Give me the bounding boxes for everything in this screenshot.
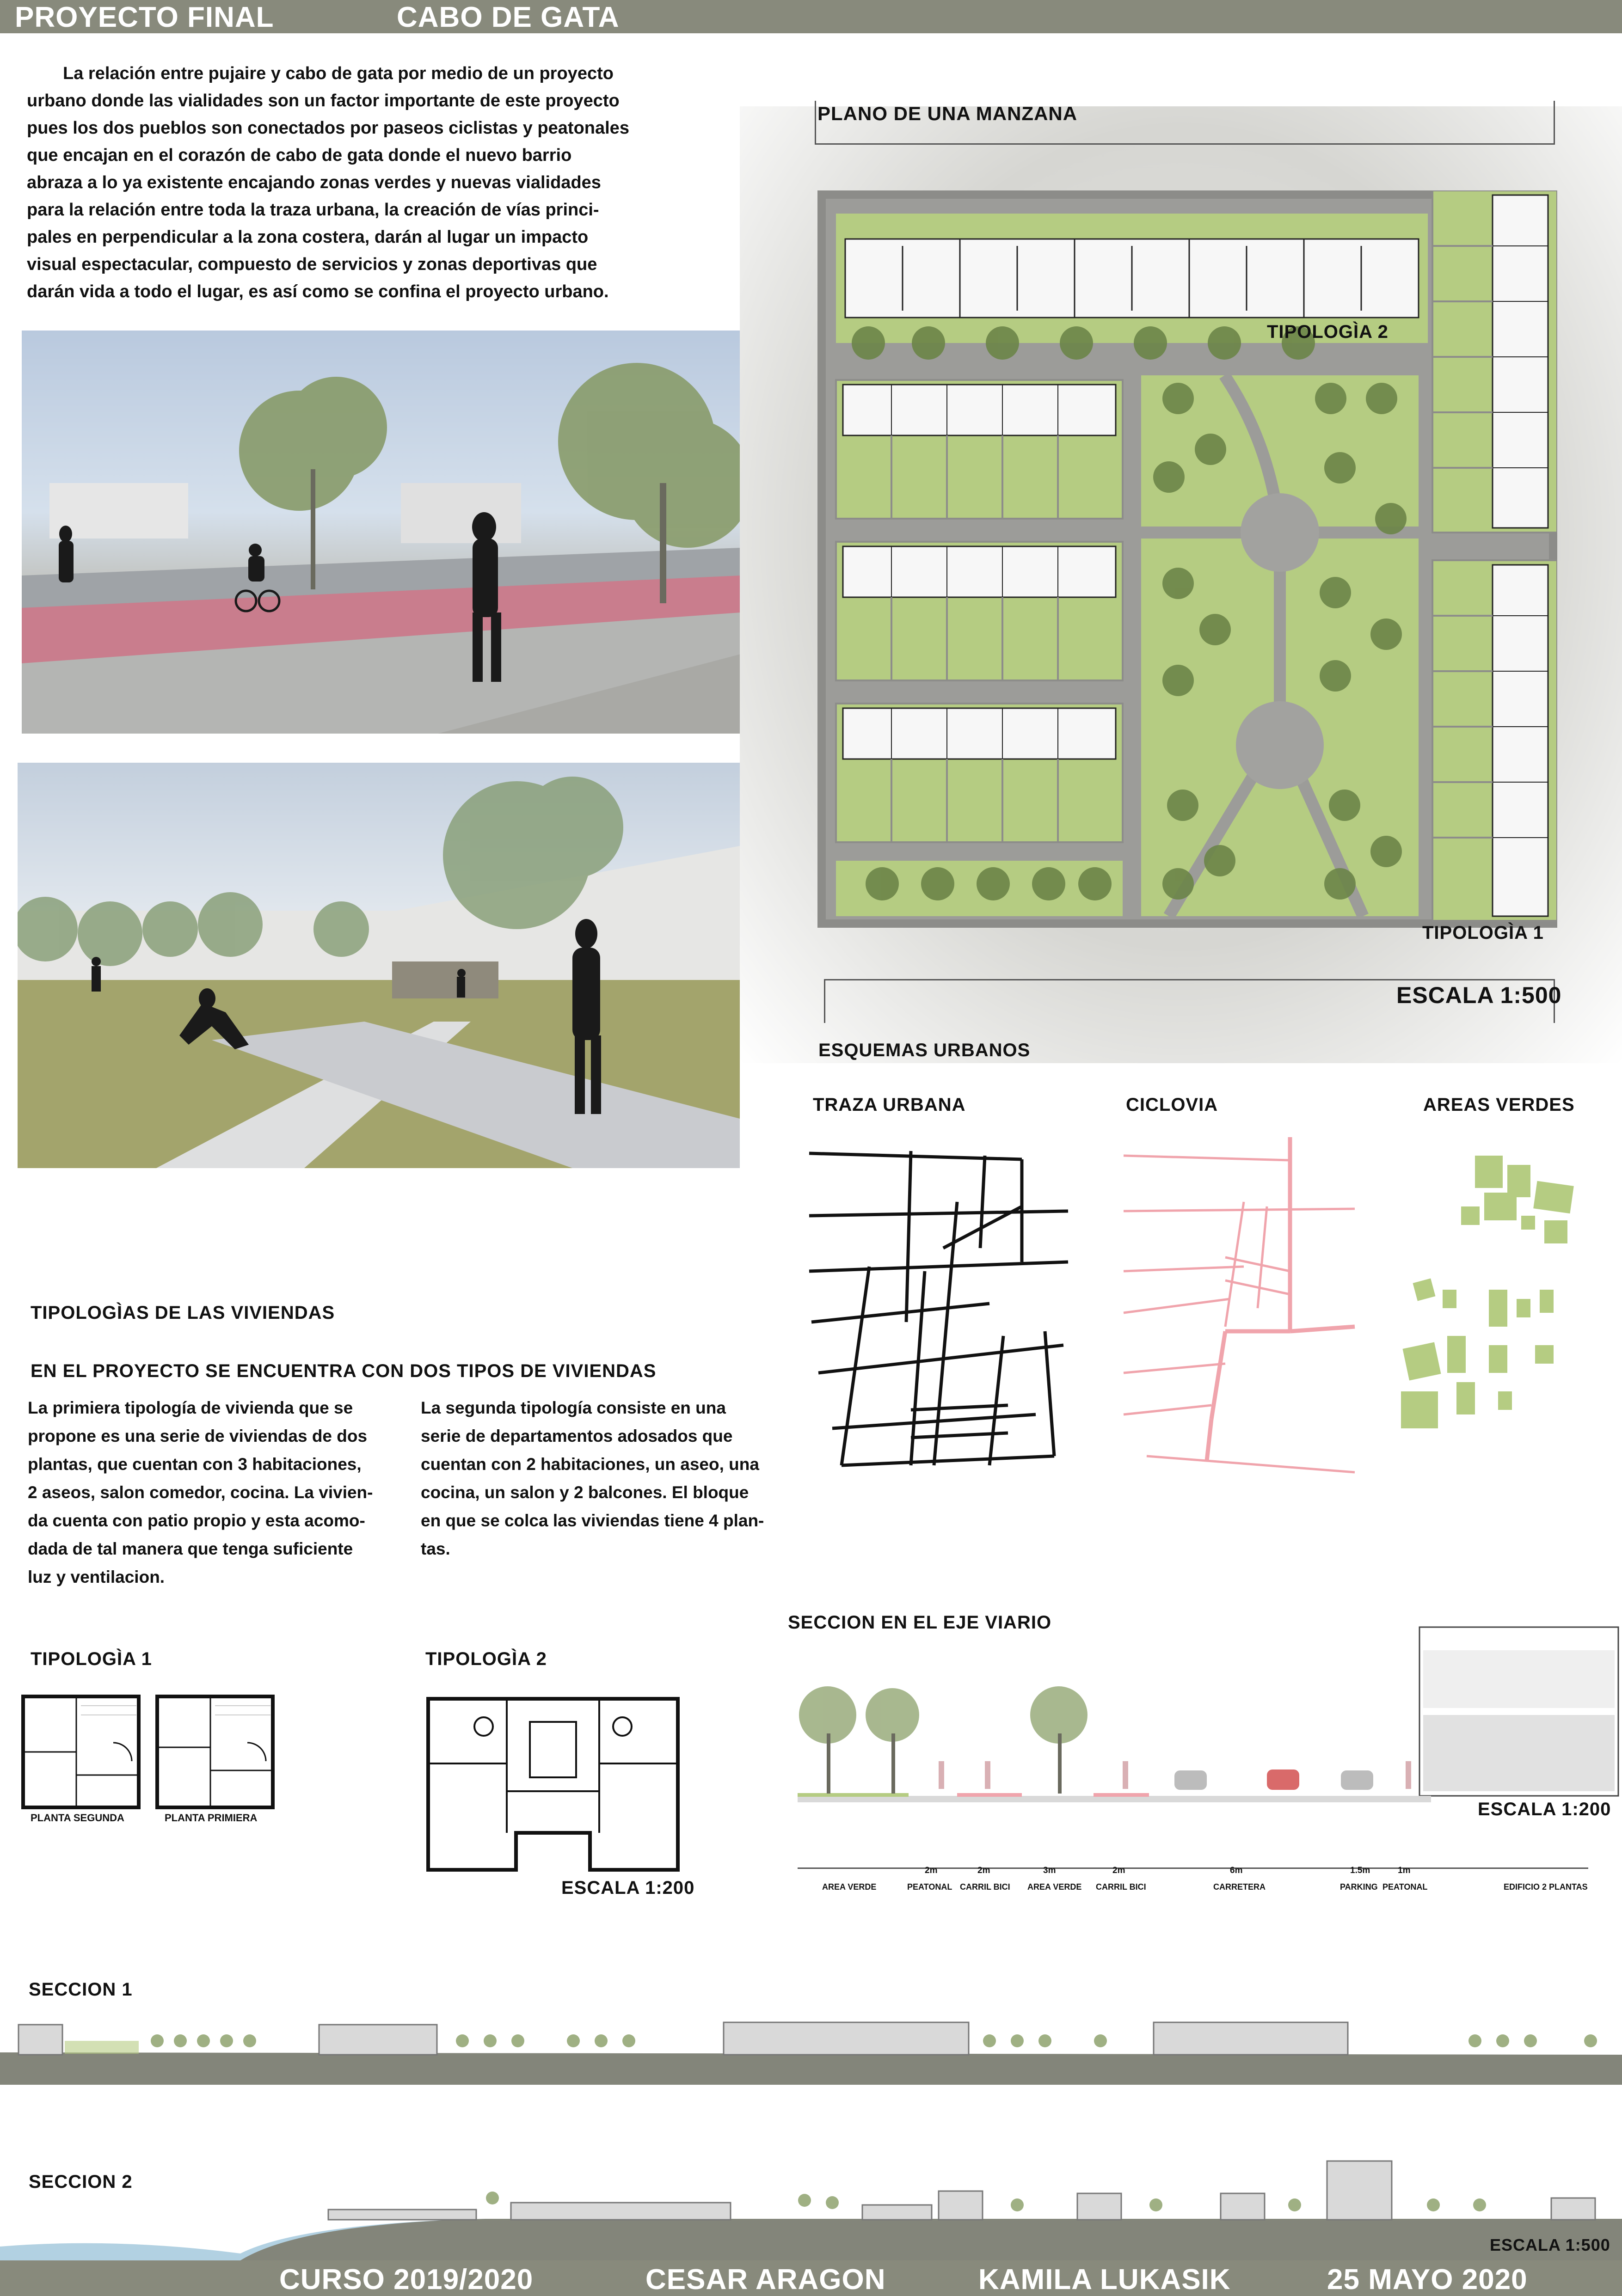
footer-author-2: KAMILA LUKASIK [978, 2264, 1231, 2296]
section-1-title: SECCION 1 [29, 1979, 133, 2000]
dim-label: CARRIL BICI [1096, 1882, 1146, 1892]
dim-label: PARKING [1340, 1882, 1378, 1892]
typology-2-line: serie de departamentos adosados que [421, 1427, 733, 1445]
dim-label: PEATONAL [1382, 1882, 1428, 1892]
typology-2-title: TIPOLOGÌA 2 [425, 1649, 547, 1669]
intro-line: abraza a lo ya existente encajando zonas verdes y nuevas vialidades [27, 173, 601, 192]
scheme-areas-diagram [1396, 1151, 1591, 1438]
project-title: PROYECTO FINAL [15, 1, 274, 33]
sections-scale: ESCALA 1:500 [1490, 2235, 1610, 2254]
axis-section-drawing [768, 1623, 1622, 1807]
dim-label: AREA VERDE [822, 1882, 877, 1892]
plan-label-typology-1: TIPOLOGÌA 1 [1422, 923, 1544, 943]
typology-1-line: dada de tal manera que tenga suficiente [28, 1539, 353, 1558]
typology-2-line: La segunda tipología consiste en una [421, 1398, 726, 1417]
typology-1-line: La primiera tipología de vivienda que se [28, 1398, 353, 1417]
block-site-plan-drawing [817, 190, 1557, 928]
typology-1-floor-plan [21, 1692, 280, 1812]
intro-line: pues los dos pueblos son conectados por paseos ciclistas y peatonales [27, 118, 629, 138]
dim-label: CARRIL BICI [960, 1882, 1010, 1892]
typologies-subtitle: EN EL PROYECTO SE ENCUENTRA CON DOS TIPOS DE VIVIENDAS [31, 1361, 657, 1381]
intro-paragraph [27, 60, 636, 306]
typology-2-floor-plan [424, 1694, 682, 1874]
axis-dimension-line [798, 1867, 1588, 1869]
dim-label: EDIFICIO 2 PLANTAS [1504, 1882, 1588, 1892]
street-render-image [22, 331, 741, 734]
street-render-drawing [22, 331, 741, 734]
axis-section-scale: ESCALA 1:200 [1478, 1799, 1611, 1819]
intro-line: pales en perpendicular a la zona costera, darán al lugar un impacto [27, 227, 589, 247]
dim-width: 3m [1043, 1866, 1056, 1875]
dim-width: 2m [977, 1866, 990, 1875]
plan-scale: ESCALA 1:500 [1396, 982, 1562, 1008]
header-band [0, 0, 1622, 33]
scheme-title-ciclovia: CICLOVIA [1126, 1095, 1218, 1115]
block-site-plan [817, 190, 1557, 928]
typology-2-description [421, 1394, 800, 1563]
intro-line: urbano donde las vialidades son un factor importante de este proyecto [27, 91, 620, 110]
footer-author-1: CESAR ARAGON [645, 2264, 886, 2296]
typology-1-line: da cuenta con patio propio y esta acomo- [28, 1511, 365, 1530]
park-render-drawing [18, 763, 740, 1168]
park-render-image [18, 763, 740, 1168]
dim-width: 1m [1398, 1866, 1411, 1875]
intro-line: para la relación entre toda la traza urbana, la creación de vías princi- [27, 200, 599, 220]
typologies-title: TIPOLOGÌAS DE LAS VIVIENDAS [31, 1303, 335, 1323]
section-2-drawing [0, 2154, 1622, 2260]
typology-1-line: 2 aseos, salon comedor, cocina. La vivien- [28, 1483, 373, 1502]
typology-2-line: cocina, un salon y 2 balcones. El bloque [421, 1483, 749, 1502]
typology-1-description [28, 1394, 398, 1591]
typologies-scale: ESCALA 1:200 [561, 1878, 695, 1898]
dim-width: 2m [925, 1866, 938, 1875]
axis-section-title: SECCION EN EL EJE VIARIO [788, 1612, 1052, 1633]
plan-label-typology-2: TIPOLOGÌA 2 [1267, 322, 1389, 342]
plan-title: PLANO DE UNA MANZANA [817, 103, 1078, 124]
typology-1-title: TIPOLOGÌA 1 [31, 1649, 152, 1669]
intro-line: La relación entre pujaire y cabo de gata por medio de un proyecto [63, 64, 614, 83]
intro-line: que encajan en el corazón de cabo de gata donde el nuevo barrio [27, 146, 572, 165]
site-title: CABO DE GATA [397, 1, 620, 33]
scheme-title-areas: AREAS VERDES [1423, 1095, 1575, 1115]
dim-width: 6m [1230, 1866, 1243, 1875]
typology-1-line: plantas, que cuentan con 3 habitaciones, [28, 1455, 362, 1474]
scheme-ciclovia-diagram [1119, 1133, 1359, 1484]
schemes-title: ESQUEMAS URBANOS [818, 1040, 1031, 1060]
scheme-title-traza: TRAZA URBANA [813, 1095, 966, 1115]
scheme-traza-diagram [805, 1133, 1082, 1484]
intro-line: visual espectacular, compuesto de servicios y zonas deportivas que [27, 255, 597, 274]
footer-band [0, 2260, 1622, 2296]
plan-label-second-floor: PLANTA SEGUNDA [31, 1812, 124, 1824]
section-2-title: SECCION 2 [29, 2172, 133, 2192]
footer-date: 25 MAYO 2020 [1327, 2264, 1528, 2296]
typology-2-line: cuentan con 2 habitaciones, un aseo, una [421, 1455, 759, 1474]
dim-width: 1.5m [1350, 1866, 1370, 1875]
intro-line: darán vida a todo el lugar, es así como se confina el proyecto urbano. [27, 282, 609, 301]
typology-2-line: en que se colca las viviendas tiene 4 plan- [421, 1511, 764, 1530]
typology-1-line: propone es una serie de viviendas de dos [28, 1427, 368, 1445]
dim-width: 2m [1112, 1866, 1125, 1875]
footer-course: CURSO 2019/2020 [279, 2264, 534, 2296]
typology-2-line: tas. [421, 1539, 450, 1558]
typology-1-line: luz y ventilacion. [28, 1567, 165, 1586]
section-1-drawing [0, 2015, 1622, 2085]
dim-label: AREA VERDE [1027, 1882, 1082, 1892]
dim-label: PEATONAL [907, 1882, 952, 1892]
dim-label: CARRETERA [1213, 1882, 1266, 1892]
plan-label-first-floor: PLANTA PRIMIERA [165, 1812, 258, 1824]
